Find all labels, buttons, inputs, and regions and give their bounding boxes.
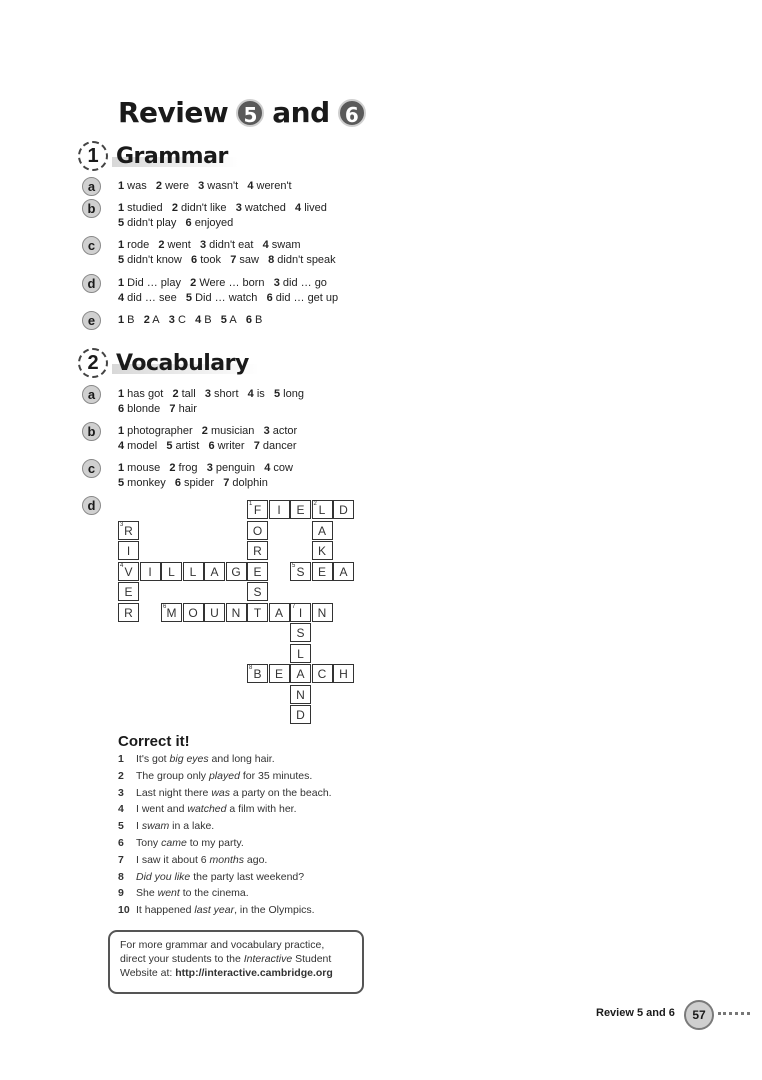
vocabulary-section-header xyxy=(78,348,249,378)
answer-number: 4 xyxy=(264,462,271,474)
answer-number: 6 xyxy=(185,217,192,229)
crossword-cell: L xyxy=(290,644,311,663)
corrected-word: swam xyxy=(141,820,170,833)
correct-it-item xyxy=(118,871,304,883)
sentence-text: a film with her. xyxy=(226,803,297,816)
crossword-cell: K xyxy=(312,541,333,560)
answer-text: actor xyxy=(269,425,307,437)
crossword-cell: V 4 xyxy=(118,562,139,581)
crossword-cell: S 5 xyxy=(290,562,311,581)
unit-badge-5: 5 xyxy=(236,99,264,127)
corrected-word: came xyxy=(161,837,187,849)
answer-number: 1 xyxy=(118,277,125,289)
crossword-cell: I 7 xyxy=(290,603,311,622)
info-line-2: direct your students to the Interactive Student xyxy=(120,953,332,965)
answer-number: 4 xyxy=(195,314,202,326)
answer-number: 1 xyxy=(118,425,125,437)
grammar-section-header xyxy=(78,141,228,171)
answer-text: lived xyxy=(301,202,337,214)
grammar-exercise-c-line xyxy=(118,238,310,253)
crossword-clue-number: 8 xyxy=(249,665,253,671)
item-number: 7 xyxy=(118,853,124,866)
answer-number: 6 xyxy=(174,477,181,489)
crossword-clue-number: 1 xyxy=(249,501,253,507)
answer-text: were xyxy=(162,180,199,192)
answer-number: 5 xyxy=(118,477,125,489)
vocabulary-exercise-a-line xyxy=(118,402,206,417)
answer-number: 3 xyxy=(206,462,213,474)
answer-text: has got xyxy=(124,388,173,400)
answer-text: didn't play xyxy=(124,217,186,229)
answer-number: 4 xyxy=(262,239,269,251)
answer-text: took xyxy=(197,254,231,266)
sentence-text: She xyxy=(136,887,158,900)
corrected-word: big eyes xyxy=(169,753,209,765)
answer-text: saw xyxy=(236,254,269,266)
correct-it-item xyxy=(118,837,244,849)
answer-text: weren't xyxy=(253,180,301,192)
corrected-word: months xyxy=(209,853,244,866)
answer-number: 4 xyxy=(247,388,254,400)
answer-number: 1 xyxy=(118,388,125,400)
footer-dots xyxy=(718,1012,750,1019)
correct-it-item xyxy=(118,753,275,765)
answer-number: 1 xyxy=(118,239,125,251)
crossword-cell: T xyxy=(247,603,268,622)
crossword-cell: A xyxy=(290,664,311,683)
answer-text: spider xyxy=(181,477,224,489)
answer-number: 4 xyxy=(295,202,302,214)
crossword-cell: N xyxy=(290,685,311,704)
sentence-text: for 35 minutes. xyxy=(239,769,313,782)
answer-text: B xyxy=(201,314,221,326)
vocabulary-exercise-d-badge: d xyxy=(82,496,101,515)
sentence-text: It's got xyxy=(136,753,170,765)
crossword-cell: S xyxy=(290,623,311,642)
answer-text: writer xyxy=(214,440,254,452)
answer-text: model xyxy=(124,440,167,452)
answer-number: 6 xyxy=(245,314,252,326)
crossword-cell: E xyxy=(290,500,311,519)
correct-it-item xyxy=(118,803,297,815)
answer-text: did … get up xyxy=(272,292,348,304)
answer-number: 6 xyxy=(191,254,198,266)
corrected-word: watched xyxy=(187,803,227,816)
grammar-exercise-e-line xyxy=(118,313,272,328)
vocabulary-exercise-a-badge: a xyxy=(82,385,101,404)
grammar-exercise-c-line xyxy=(118,253,345,268)
correct-it-item xyxy=(118,770,312,782)
sentence-text: , in the Olympics. xyxy=(234,904,315,917)
answer-text: did … go xyxy=(279,277,337,289)
sentence-text: I saw it about 6 xyxy=(136,853,210,866)
answer-text: rode xyxy=(124,239,159,251)
answer-text: swam xyxy=(268,239,310,251)
corrected-word: Did you like xyxy=(136,870,191,883)
answer-number: 2 xyxy=(143,314,150,326)
sentence-text: ago. xyxy=(243,853,268,866)
answer-text: wasn't xyxy=(204,180,248,192)
answer-number: 5 xyxy=(166,440,173,452)
answer-number: 2 xyxy=(201,425,208,437)
answer-number: 5 xyxy=(220,314,227,326)
unit-badge-6: 6 xyxy=(338,99,366,127)
corrected-word: played xyxy=(208,769,240,782)
crossword-cell: I xyxy=(140,562,161,581)
answer-text: long xyxy=(280,388,314,400)
answer-number: 3 xyxy=(168,314,175,326)
item-number: 9 xyxy=(118,887,124,900)
answer-text: frog xyxy=(175,462,207,474)
answer-text: short xyxy=(210,388,248,400)
crossword-clue-number: 4 xyxy=(120,562,124,569)
info-box xyxy=(108,930,364,994)
answer-text: is xyxy=(253,388,274,400)
crossword-cell: F 1 xyxy=(247,500,268,519)
answer-number: 7 xyxy=(230,254,237,266)
answer-number: 1 xyxy=(118,180,125,192)
answer-number: 7 xyxy=(253,440,260,452)
crossword-cell: A xyxy=(269,603,290,622)
section-title: Vocabulary xyxy=(116,350,249,376)
answer-number: 6 xyxy=(208,440,215,452)
answer-text: didn't know xyxy=(124,254,192,266)
info-line-1: For more grammar and vocabulary practice, xyxy=(120,939,325,951)
crossword-cell: E xyxy=(118,582,139,601)
answer-number: 5 xyxy=(273,388,281,400)
answer-text: cow xyxy=(270,462,303,474)
crossword-cell: U xyxy=(204,603,225,622)
correct-it-item xyxy=(118,854,267,866)
item-number: 10 xyxy=(118,904,130,917)
item-number: 5 xyxy=(118,820,124,833)
crossword-cell: S xyxy=(247,582,268,601)
crossword-grid xyxy=(118,500,358,730)
answer-text: enjoyed xyxy=(191,217,243,229)
crossword-cell: I xyxy=(118,541,139,560)
crossword-clue-number: 2 xyxy=(313,501,317,507)
answer-number: 1 xyxy=(118,314,125,326)
corrected-word: last year xyxy=(194,904,235,917)
sentence-text: Last night there xyxy=(136,786,212,799)
sentence-text: to my party. xyxy=(186,837,244,849)
crossword-cell: A xyxy=(312,521,333,540)
grammar-exercise-a-line xyxy=(118,179,301,194)
item-number: 8 xyxy=(118,870,124,883)
answer-text: Did … play xyxy=(124,277,191,289)
correct-it-title: Correct it! xyxy=(118,733,190,750)
footer-label: Review 5 and 6 xyxy=(596,1007,675,1019)
answer-number: 2 xyxy=(190,277,197,289)
answer-number: 3 xyxy=(198,180,205,192)
answer-text: didn't eat xyxy=(206,239,263,251)
title-joiner: and xyxy=(272,96,330,129)
sentence-text: the party last weekend? xyxy=(190,870,305,883)
crossword-clue-number: 5 xyxy=(292,562,296,569)
section-number-badge: 1 xyxy=(78,141,108,171)
corrected-word: went xyxy=(157,887,180,900)
crossword-cell: C xyxy=(312,664,333,683)
crossword-clue-number: 3 xyxy=(120,521,124,528)
answer-number: 3 xyxy=(199,239,207,251)
crossword-cell: R 3 xyxy=(118,521,139,540)
crossword-cell: H xyxy=(333,664,354,683)
section-title: Grammar xyxy=(116,143,228,169)
vocabulary-exercise-a-line xyxy=(118,387,313,402)
grammar-exercise-e-badge: e xyxy=(82,311,101,330)
correct-it-item xyxy=(118,820,214,832)
answer-number: 5 xyxy=(185,292,193,304)
answer-number: 7 xyxy=(169,403,176,415)
answer-text: A xyxy=(226,314,246,326)
sentence-text: to the cinema. xyxy=(179,887,249,900)
corrected-word: was xyxy=(211,786,230,799)
grammar-exercise-b-badge: b xyxy=(82,199,101,218)
answer-text: B xyxy=(251,314,272,326)
answer-text: blonde xyxy=(124,403,170,415)
crossword-cell: L 2 xyxy=(312,500,333,519)
vocabulary-exercise-c-badge: c xyxy=(82,459,101,478)
crossword-clue-number: 6 xyxy=(163,603,167,610)
answer-number: 4 xyxy=(118,292,125,304)
answer-text: didn't like xyxy=(177,202,236,214)
crossword-cell: E xyxy=(269,664,290,683)
crossword-cell: B 8 xyxy=(247,664,268,683)
answer-text: monkey xyxy=(124,477,175,489)
sentence-text: The group only xyxy=(136,769,209,782)
page-title xyxy=(118,96,370,129)
answer-number: 2 xyxy=(158,239,165,251)
grammar-exercise-a-badge: a xyxy=(82,177,101,196)
crossword-cell: N xyxy=(226,603,247,622)
sentence-text: in a lake. xyxy=(169,820,215,833)
grammar-exercise-d-line xyxy=(118,276,336,291)
answer-text: Were … born xyxy=(196,277,274,289)
crossword-cell: R xyxy=(118,603,139,622)
answer-number: 1 xyxy=(118,202,125,214)
answer-text: tall xyxy=(178,388,205,400)
answer-number: 6 xyxy=(266,292,273,304)
crossword-cell: R xyxy=(247,541,268,560)
answer-text: was xyxy=(124,180,156,192)
vocabulary-exercise-b-line xyxy=(118,439,306,454)
vocabulary-exercise-c-line xyxy=(118,476,277,491)
grammar-exercise-b-line xyxy=(118,201,336,216)
crossword-cell: D xyxy=(290,705,311,724)
answer-text: penguin xyxy=(212,462,265,474)
grammar-exercise-d-line xyxy=(118,291,347,306)
answer-number: 8 xyxy=(268,254,275,266)
answer-number: 4 xyxy=(247,180,254,192)
answer-number: 7 xyxy=(223,477,230,489)
answer-text: musician xyxy=(207,425,264,437)
correct-it-item xyxy=(118,904,315,916)
item-number: 1 xyxy=(118,753,124,765)
answer-text: studied xyxy=(124,202,172,214)
item-number: 6 xyxy=(118,837,124,849)
grammar-exercise-d-badge: d xyxy=(82,274,101,293)
vocabulary-exercise-b-badge: b xyxy=(82,422,101,441)
crossword-cell: O xyxy=(247,521,268,540)
crossword-cell: E xyxy=(312,562,333,581)
answer-text: dolphin xyxy=(229,477,278,489)
answer-text: didn't speak xyxy=(274,254,345,266)
grammar-exercise-c-badge: c xyxy=(82,236,101,255)
answer-number: 2 xyxy=(172,388,179,400)
correct-it-item xyxy=(118,787,332,799)
answer-number: 2 xyxy=(169,462,176,474)
answer-number: 1 xyxy=(118,462,125,474)
answer-number: 3 xyxy=(235,202,242,214)
answer-text: watched xyxy=(241,202,296,214)
sentence-text: and long hair. xyxy=(208,753,275,765)
answer-number: 5 xyxy=(118,254,125,266)
correct-it-item xyxy=(118,887,249,899)
answer-text: photographer xyxy=(124,425,202,437)
answer-text: A xyxy=(149,314,169,326)
answer-text: mouse xyxy=(124,462,170,474)
answer-number: 3 xyxy=(273,277,280,289)
answer-number: 3 xyxy=(204,388,211,400)
sentence-text: It happened xyxy=(136,904,195,917)
crossword-cell: A xyxy=(204,562,225,581)
crossword-cell: I xyxy=(269,500,290,519)
answer-number: 2 xyxy=(155,180,163,192)
info-line-3: Website at: http://interactive.cambridge.org xyxy=(120,967,333,979)
sentence-text: I xyxy=(136,820,142,833)
item-number: 4 xyxy=(118,803,124,816)
vocabulary-exercise-b-line xyxy=(118,424,306,439)
answer-text: did … see xyxy=(124,292,186,304)
grammar-exercise-b-line xyxy=(118,216,242,231)
answer-number: 5 xyxy=(118,217,125,229)
item-number: 3 xyxy=(118,786,124,799)
answer-text: artist xyxy=(172,440,209,452)
crossword-cell: N xyxy=(312,603,333,622)
answer-text: Did … watch xyxy=(192,292,267,304)
answer-text: dancer xyxy=(259,440,306,452)
answer-text: B xyxy=(124,314,144,326)
answer-text: hair xyxy=(175,403,207,415)
crossword-cell: D xyxy=(333,500,354,519)
crossword-cell: L xyxy=(183,562,204,581)
crossword-cell: G xyxy=(226,562,247,581)
item-number: 2 xyxy=(118,769,124,782)
answer-number: 6 xyxy=(118,403,125,415)
vocabulary-exercise-c-line xyxy=(118,461,302,476)
crossword-cell: A xyxy=(333,562,354,581)
sentence-text: Tony xyxy=(136,837,162,849)
crossword-clue-number: 7 xyxy=(292,603,296,610)
answer-text: C xyxy=(174,314,196,326)
page-number: 57 xyxy=(684,1000,714,1030)
answer-number: 4 xyxy=(118,440,125,452)
crossword-cell: E xyxy=(247,562,268,581)
section-number-badge: 2 xyxy=(78,348,108,378)
title-prefix: Review xyxy=(118,96,229,129)
crossword-cell: L xyxy=(161,562,182,581)
answer-number: 3 xyxy=(263,425,270,437)
sentence-text: I went and xyxy=(136,803,188,816)
sentence-text: a party on the beach. xyxy=(230,786,332,799)
answer-number: 2 xyxy=(171,202,178,214)
crossword-cell: M 6 xyxy=(161,603,182,622)
answer-text: went xyxy=(164,239,200,251)
website-link[interactable]: http://interactive.cambridge.org xyxy=(175,967,333,979)
crossword-cell: O xyxy=(183,603,204,622)
